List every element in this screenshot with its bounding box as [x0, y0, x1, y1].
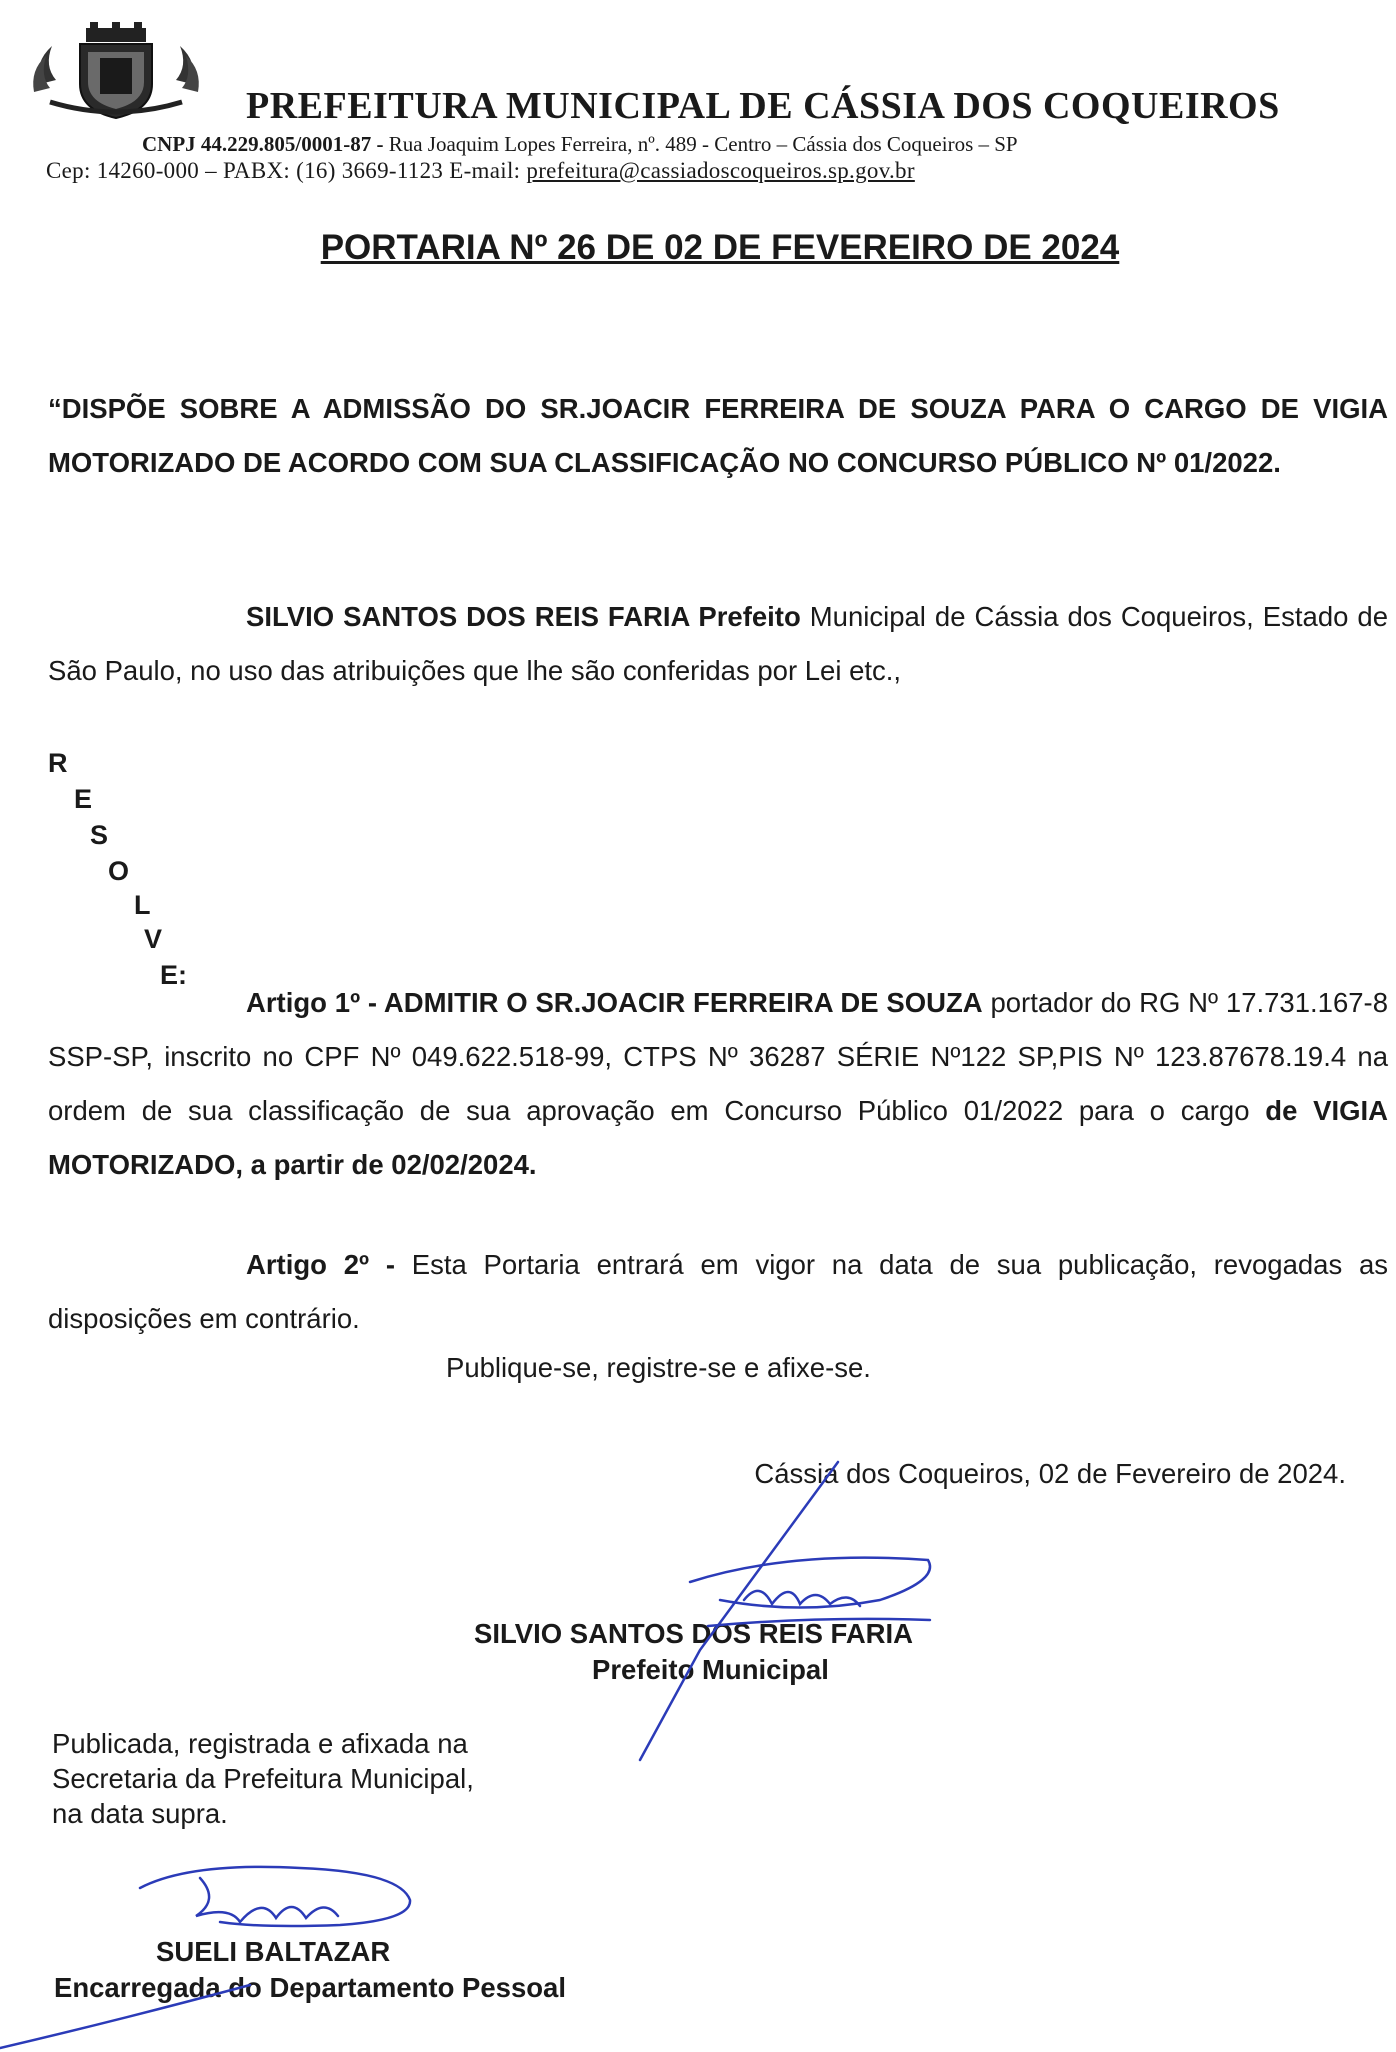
artigo-1-label: Artigo 1º - ADMITIR O SR.JOACIR FERREIRA DE SOUZA: [246, 987, 983, 1018]
document-title: PORTARIA Nº 26 DE 02 DE FEVEREIRO DE 2024: [320, 228, 1120, 267]
municipal-crest-icon: [30, 22, 202, 122]
artigo-1-tail: de VIGIA MOTORIZADO, a partir de 02/02/2024.: [48, 1095, 1388, 1180]
header-cnpj: CNPJ 44.229.805/0001-87 -: [142, 132, 384, 156]
intro-text: Municipal de Cássia dos Coqueiros, Estado de São Paulo, no uso das atribuições que lhe são conferidas por Lei etc.,: [48, 601, 1388, 686]
header-address: Rua Joaquim Lopes Ferreira, nº. 489 - Centro – Cássia dos Coqueiros – SP: [388, 132, 1018, 156]
second-signatory-role: Encarregada do Departamento Pessoal: [54, 1972, 566, 2003]
artigo-2-paragraph: [48, 1238, 1388, 1346]
mayor-signature-stroke: [640, 1462, 838, 1760]
resolve-letter: V: [144, 924, 163, 954]
signatory-name: SILVIO SANTOS DOS REIS FARIA: [474, 1618, 914, 1649]
header-title: PREFEITURA MUNICIPAL DE CÁSSIA DOS COQUEIROS: [246, 85, 1280, 127]
secretary-signature-stroke: [140, 1867, 410, 1926]
date-line: Cássia dos Coqueiros, 02 de Fevereiro de 2024.: [754, 1458, 1346, 1489]
resolve-letter: E:: [160, 960, 187, 990]
resolve-letter: R: [48, 748, 68, 778]
resolve-letter: E: [74, 784, 93, 814]
publication-note: [52, 1726, 474, 1831]
artigo-1-text: portador do RG Nº 17.731.167-8 SSP-SP, inscrito no CPF Nº 049.622.518-99, CTPS Nº 36287 SÉRIE Nº122 SP,PIS Nº 123.87678.19.4 na ordem de sua classificação de sua aprovação em Concurso Público 01/2022 para o cargo: [48, 987, 1388, 1126]
resolve-letter: O: [108, 856, 130, 886]
publication-note-line: na data supra.: [52, 1798, 228, 1829]
artigo-2-label: Artigo 2º -: [246, 1249, 395, 1280]
header-contact-line: [46, 158, 915, 184]
mayor-signature-stroke: [744, 1591, 860, 1606]
artigo-2-text: Esta Portaria entrará em vigor na data de sua publicação, revogadas as disposições em contrário.: [48, 1249, 1389, 1334]
publication-note-line: Publicada, registrada e afixada na: [52, 1728, 468, 1759]
artigo-1-paragraph: [48, 976, 1388, 1192]
header-cnpj-address: [142, 132, 1018, 157]
header-contact: Cep: 14260-000 – PABX: (16) 3669-1123 E-mail:: [46, 158, 521, 183]
second-signatory-name: SUELI BALTAZAR: [156, 1936, 391, 1967]
secretary-signature-stroke: [196, 1878, 338, 1922]
signatory-role: Prefeito Municipal: [592, 1654, 829, 1685]
publication-note-line: Secretaria da Prefeitura Municipal,: [52, 1763, 474, 1794]
header-email-link[interactable]: prefeitura@cassiadoscoqueiros.sp.gov.br: [526, 158, 915, 183]
intro-paragraph: [48, 590, 1388, 698]
mayor-signature-stroke: [690, 1558, 930, 1608]
publique-line: Publique-se, registre-se e afixe-se.: [446, 1352, 871, 1383]
intro-mayor-name: SILVIO SANTOS DOS REIS FARIA Prefeito: [246, 601, 801, 632]
resolve-letter: L: [134, 890, 151, 920]
resolve-letter: S: [90, 820, 109, 850]
document-ementa: “DISPÕE SOBRE A ADMISSÃO DO SR.JOACIR FERREIRA DE SOUZA PARA O CARGO DE VIGIA MOTORIZADO DE ACORDO COM SUA CLASSIFICAÇÃO NO CONCURSO PÚBLICO Nº 01/2022.: [48, 393, 1388, 478]
